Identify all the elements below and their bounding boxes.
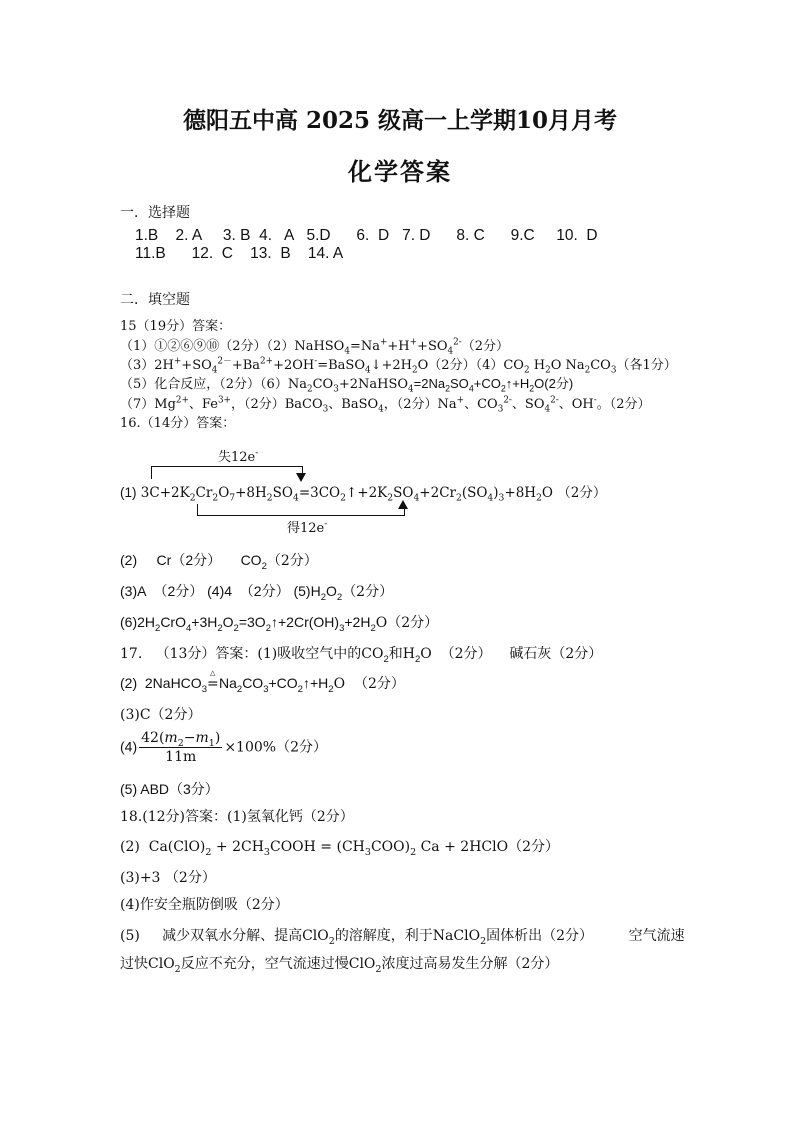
choice-answers-row-1: 1.B 2. A 3. B 4. A 5.D 6. D 7. D 8. C 9.C 10. D: [135, 227, 598, 244]
choice-answers-row-2: 11.B 12. C 13. B 14. A: [135, 245, 344, 262]
q18-line-1: 18.(12分)答案：(1)氢氧化钙（2分）: [120, 809, 354, 825]
q16-heading: 16.（14分）答案：: [120, 416, 236, 431]
q16-line-2: (2) Cr（2分） $CO_2(2$分）: [120, 552, 318, 572]
q16-equation: (1) $3C+2K_2Cr_2O_7+8H_2SO_4=3CO_2↑+2K_2SO_4+2Cr_2(SO_4)_3+8H_2O$ （2分）: [120, 485, 607, 504]
q18-line-5: (5) 减少双氧水分解、提高ClO$_2$的溶解度，利于NaClO$_2$固体析出（2分） 空气流速: [120, 928, 685, 947]
q15-line-2: $(3)2H^++SO_4^{2-}+Ba^{2+}+2OH^-=BaSO_4↓+2H_2O(2$分）$(4)CO_2$ $H_2O$ $Na_2CO_3$（各1分）: [120, 356, 677, 376]
q18-line-6: 过快ClO$_2$反应不充分，空气流速过慢ClO$_2$浓度过高易发生分解（2分）: [120, 956, 559, 975]
electron-gain-label: 得12e-: [287, 519, 328, 536]
electron-gain-bracket: [197, 504, 405, 516]
section-choice-heading: 一．选择题: [120, 205, 190, 221]
electron-lose-bracket: [151, 466, 303, 479]
q15-line-1: （1）①②⑥⑨⑩（2分）$(2)NaHSO_4=Na^++H^++SO_4^{2-}(2$分）: [120, 337, 510, 357]
q17-line-3: (3)C（2分）: [120, 707, 202, 723]
q18-line-4: (4)作安全瓶防倒吸（2分）: [120, 897, 289, 913]
q16-line-4: $(6)2H_2CrO_4+3H_2O_2=3O_2↑+2Cr(OH)_3+2H_2O(2$分）: [120, 614, 439, 634]
section-fill-heading: 二．填空题: [120, 292, 190, 308]
q15-line-4: $(7)Mg^{2+}$、$Fe^{3+}$，（2分）BaCO$_3$、BaSO$_4$，（2分）Na+、$CO_3^{2-}$、$SO_4^{2-}$、OH-。（2分）: [120, 395, 651, 415]
electron-gain-arrow: [398, 500, 408, 509]
q17-line-5: (5) ABD（3分）: [120, 781, 219, 797]
page-title: 德阳五中高 2025 级高一上学期10月月考: [182, 107, 618, 134]
q17-line-2: (2) 2NaHCO$_3$ △ $=Na_2CO_3+CO_2↑+H_2O$ （2分）: [120, 669, 405, 695]
electron-lose-label: 失12e-: [218, 448, 259, 465]
q18-line-3: (3)+3 （2分）: [120, 870, 216, 886]
heat-over-equals-icon: △ =: [206, 669, 219, 692]
page-subtitle: 化学答案: [348, 157, 452, 186]
purity-fraction: $\frac{42(m_2-m_1)}{11m}$: [141, 730, 221, 765]
q16-line-3: (3)A （2分） (4)4 （2分） $(5)H_2O_2(2$分）: [120, 583, 394, 603]
q15-line-3: （5）化合反应，（2分）$(6)Na_2CO_3+2NaHSO_4=2Na_2SO_4+CO_2↑+H_2O(2$分): [120, 376, 574, 395]
q15-heading: 15（19分）答案：: [120, 319, 232, 334]
q17-line-1: 17. （13分）答案：(1)吸收空气中的$CO_2$和$H_2O$ （2分） 碱石灰（2分）: [120, 646, 603, 665]
q18-line-2: (2) $Ca(ClO)_2$ + $2CH_3COOH = (CH_3COO)_2$ Ca + 2HClO（2分）: [120, 839, 559, 858]
q17-line-4: (4) $\frac{42(m_2-m_1)}{11m}$ ×100%（2分）: [120, 730, 327, 765]
